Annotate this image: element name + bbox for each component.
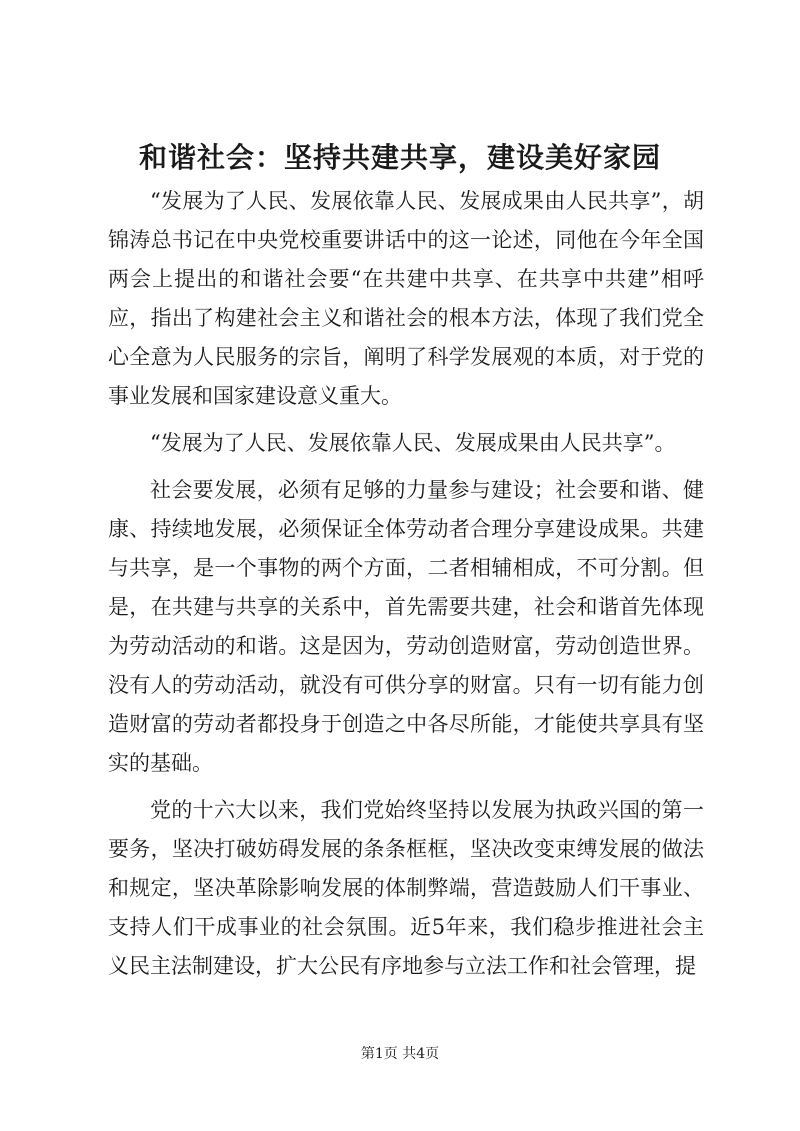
paragraph-1: “发展为了人民、发展依靠人民、发展成果由人民共享”，胡锦涛总书记在中央党校重要讲话中的这一论述，同他在今年全国两会上提出的和谐社会要“在共建中共享、在共享中共建”相呼应，指出了构建社会主义和谐社会的根本方法，体现了我们党全心全意为人民服务的宗旨，阐明了科学发展观的本质，对于党的事业发展和国家建设意义重大。	[108, 189, 704, 408]
page-footer: 第1页 共4页	[360, 1046, 440, 1062]
document-title: 和谐社会：坚持共建共享，建设美好家园	[138, 141, 661, 174]
document-body	[108, 182, 704, 994]
paragraph-3: 社会要发展，必须有足够的力量参与建设；社会要和谐、健康、持续地发展，必须保证全体劳动者合理分享建设成果。共建与共享，是一个事物的两个方面，二者相辅相成，不可分割。但是，在共建与共享的关系中，首先需要共建，社会和谐首先体现为劳动活动的和谐。这是因为，劳动创造财富，劳动创造世界。没有人的劳动活动，就没有可供分享的财富。只有一切有能力创造财富的劳动者都投身于创造之中各尽所能，才能使共享具有坚实的基础。	[108, 478, 704, 775]
paragraph-2: “发展为了人民、发展依靠人民、发展成果由人民共享”。	[150, 431, 676, 455]
paragraph-4: 党的十六大以来，我们党始终坚持以发展为执政兴国的第一要务，坚决打破妨碍发展的条条框框，坚决改变束缚发展的做法和规定，坚决革除影响发展的体制弊端，营造鼓励人们干事业、支持人们干成事业的社会氛围。近5年来，我们稳步推进社会主义民主法制建设，扩大公民有序地参与立法工作和社会管理，提	[108, 798, 704, 978]
